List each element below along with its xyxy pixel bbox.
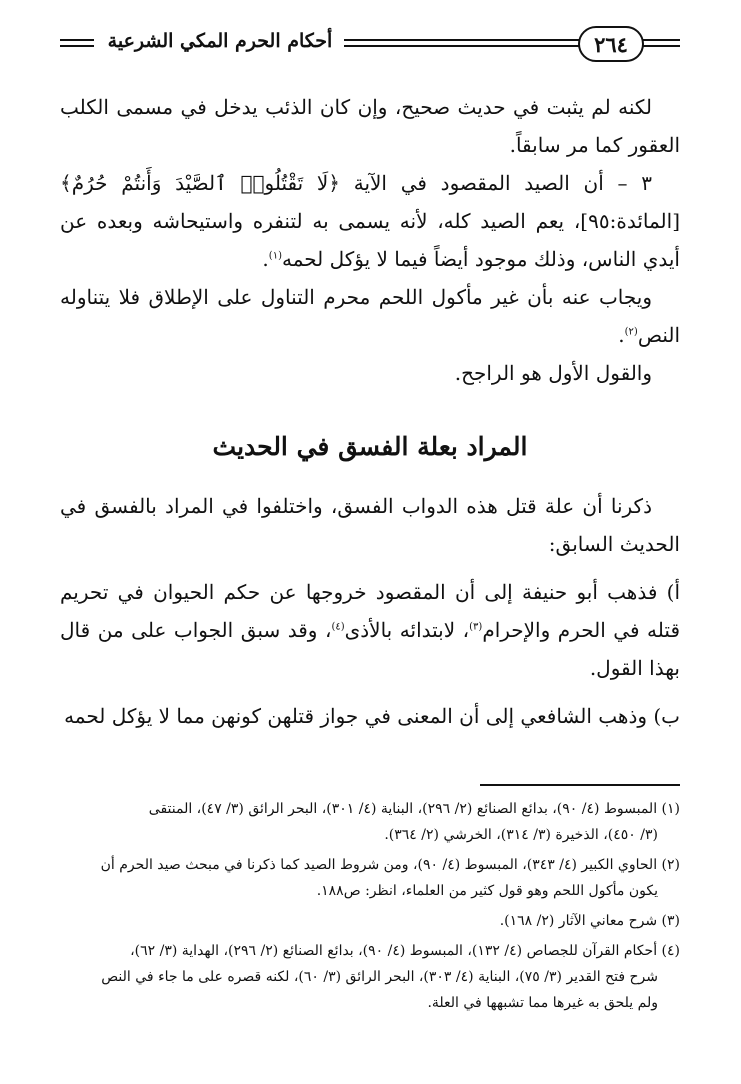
footnote-text: (١) المبسوط (٤/ ٩٠)، بدائع الصنائع (٢/ ٢٩٦)، البناية (٤/ ٣٠١)، البحر الرائق (٣/ ٤٧)، المنتقى: [148, 801, 680, 817]
paragraph: [60, 278, 680, 354]
header-rule: [344, 45, 580, 47]
footnote-text: (٤) أحكام القرآن للجصاص (٤/ ١٣٢)، المبسوط (٤/ ٩٠)، بدائع الصنائع (٢/ ٢٩٦)، الهداية (٣/ ٦٢)،: [130, 943, 680, 959]
footnote-separator: [480, 784, 680, 786]
paragraph: ب) وذهب الشافعي إلى أن المعنى في جواز قتلهن كونهن مما لا يؤكل لحمه: [64, 704, 680, 728]
footnote-text: يكون مأكول اللحم وهو قول كثير من العلماء، انظر: ص١٨٨.: [316, 883, 658, 899]
footnotes: [60, 796, 680, 1020]
paragraph-text: ويجاب عنه بأن غير مأكول اللحم محرم التناول على الإطلاق فلا يتناوله النص: [60, 285, 680, 347]
footnote-text: (٣/ ٤٥٠)، الذخيرة (٣/ ٣١٤)، الخرشي (٢/ ٣٦٤).: [384, 827, 658, 843]
page-number: ٢٦٤: [578, 26, 644, 62]
footnote-text: (٢) الحاوي الكبير (٤/ ٣٤٣)، المبسوط (٤/ ٩٠)، ومن شروط الصيد كما ذكرنا في مبحث صيد الحرم أن: [100, 857, 680, 873]
paragraph: لكنه لم يثبت في حديث صحيح، وإن كان الذئب يدخل في مسمى الكلب العقور كما مر سابقاً.: [60, 95, 680, 157]
paragraph: [60, 573, 680, 687]
paragraph: والقول الأول هو الراجح.: [454, 361, 652, 385]
running-title: أحكام الحرم المكي الشرعية: [107, 30, 333, 52]
paragraph: [60, 164, 680, 278]
footnote-text: شرح فتح القدير (٣/ ٧٥)، البناية (٤/ ٣٠٣)، البحر الرائق (٣/ ٦٠)، لكنه قصره على ما جاء في النص: [101, 969, 658, 985]
footnote-marker: (٤): [331, 621, 345, 633]
paragraph-text: .: [262, 247, 269, 271]
paragraph-text: أ) فذهب أبو حنيفة إلى أن المقصود خروجها عن حكم الحيوان في تحريم قتله في الحرم والإحرام: [60, 580, 680, 642]
page-header: [0, 24, 741, 68]
header-rule: [60, 45, 94, 47]
footnote: [60, 796, 680, 848]
paragraph-text: ، لابتدائه بالأذى: [344, 618, 470, 642]
paragraph-text: ٣ – أن الصيد المقصود في الآية ﴿لَا تَقْتُلُوا۟ ٱلصَّيْدَ وَأَنتُمْ حُرُمٌ﴾ [المائدة:٩٥]، يعم الصيد كله، لأنه يسمى به لتنفره واستيحاشه وبعده عن أيدي الناس، وذلك موجود أيضاً فيما لا يؤكل لحمه: [60, 171, 680, 271]
header-rule: [344, 39, 580, 41]
footnote-marker: (١): [268, 250, 282, 262]
footnote-marker: (٢): [624, 326, 638, 338]
footnote: [60, 938, 680, 1016]
paragraph-text: .: [618, 323, 625, 347]
footnote: [60, 852, 680, 904]
footnote: (٣) شرح معاني الآثار (٢/ ١٦٨).: [499, 913, 680, 929]
section-text: [60, 487, 680, 745]
paragraph: ذكرنا أن علة قتل هذه الدواب الفسق، واختلفوا في المراد بالفسق في الحديث السابق:: [60, 494, 680, 556]
footnote-marker: (٣): [469, 621, 483, 633]
section-heading: المراد بعلة الفسق في الحديث: [212, 432, 528, 461]
header-rule: [642, 39, 680, 41]
footnote-text: ولم يلحق به غيرها مما تشبهها في العلة.: [427, 995, 658, 1011]
header-rule: [60, 39, 94, 41]
paragraph-text: ، وقد سبق الجواب على من قال بهذا القول.: [60, 618, 680, 680]
main-text: [60, 88, 680, 392]
header-rule: [642, 45, 680, 47]
